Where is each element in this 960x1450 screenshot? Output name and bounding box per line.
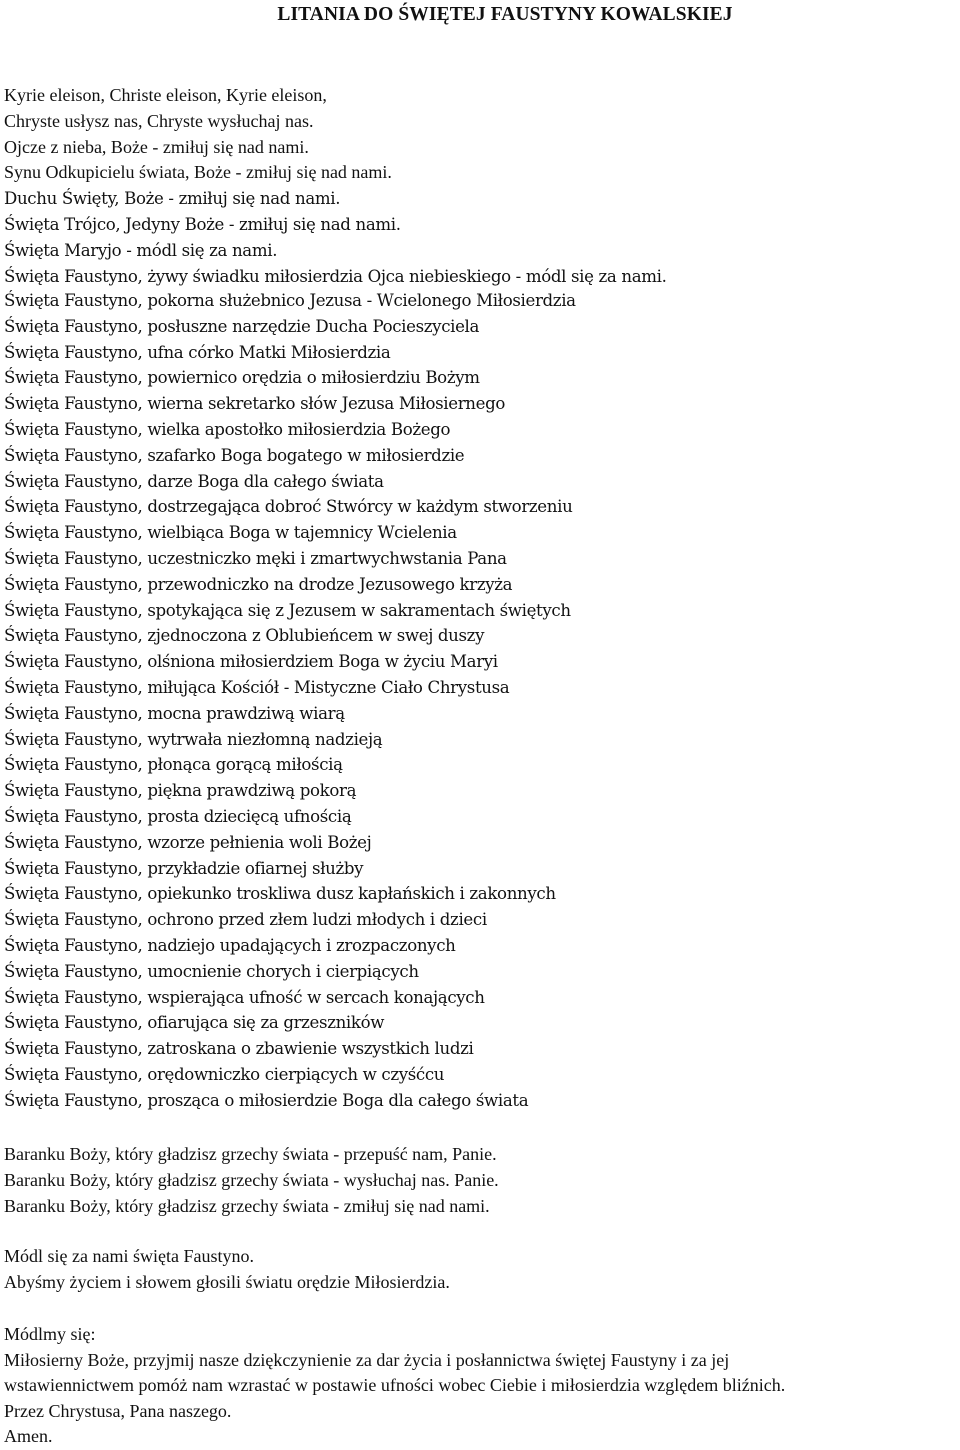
litany-line: Święta Faustyno, ochrono przed złem ludzi młodych i dzieci [4, 910, 487, 930]
litany-line: Święta Faustyno, wierna sekretarko słów Jezusa Miłosiernego [4, 394, 506, 414]
lamb-line: Baranku Boży, który gładzisz grzechy świata - wysłuchaj nas. Panie. [4, 1169, 499, 1190]
prayer-amen: Amen. [4, 1426, 53, 1447]
lamb-line: Baranku Boży, który gładzisz grzechy świata - zmiłuj się nad nami. [4, 1195, 490, 1216]
invocation-line: Synu Odkupicielu świata, Boże - zmiłuj się nad nami. [4, 162, 392, 183]
prayer-line: Miłosierny Boże, przyjmij nasze dziękczynienie za dar życia i posłannictwa świętej Faustyny i za jej [4, 1349, 730, 1370]
litany-line: Święta Faustyno, wielka apostołko miłosierdzia Bożego [4, 419, 451, 439]
litany-line: Święta Faustyno, spotykająca się z Jezusem w sakramentach świętych [4, 600, 571, 620]
prayer-line: wstawiennictwem pomóż nam wzrastać w postawie ufności wobec Ciebie i miłosierdzia względem bliźnich. [4, 1375, 786, 1396]
versicle-line: Módl się za nami święta Faustyno. [4, 1246, 254, 1266]
litany-line: Święta Faustyno, prosząca o miłosierdzie Boga dla całego świata [4, 1090, 529, 1110]
litany-line: Święta Faustyno, powiernico orędzia o miłosierdziu Bożym [4, 368, 480, 388]
litany-line: Święta Faustyno, płonąca gorącą miłością [4, 755, 343, 775]
litany-line: Święta Faustyno, pokorna służebnico Jezusa - Wcielonego Miłosierdzia [4, 291, 576, 310]
prayer-heading: Módlmy się: [4, 1324, 96, 1344]
litany-line: Święta Faustyno, szafarko Boga bogatego w miłosierdzie [4, 445, 465, 465]
litany-line: Święta Faustyno, miłująca Kościół - Mistyczne Ciało Chrystusa [4, 677, 510, 697]
versicle-section [4, 1244, 450, 1296]
invocation-line: Święta Maryjo - módl się za nami. [4, 240, 278, 260]
prayer-line: Przez Chrystusa, Pana naszego. [4, 1400, 232, 1421]
invocation-line: Święta Trójco, Jedyny Boże - zmiłuj się nad nami. [4, 214, 401, 234]
document-title: LITANIA DO ŚWIĘTEJ FAUSTYNY KOWALSKIEJ [277, 4, 733, 25]
litany-line: Święta Faustyno, piękna prawdziwą pokorą [4, 781, 357, 801]
litany-line: Święta Faustyno, umocnienie chorych i cierpiących [4, 961, 419, 981]
litany-line: Święta Faustyno, wytrwała niezłomną nadzieją [4, 729, 383, 749]
invocation-line: Święta Faustyno, żywy świadku miłosierdzia Ojca niebieskiego - módl się za nami. [4, 266, 667, 286]
lamb-of-god-section [4, 1142, 499, 1219]
litany-line: Święta Faustyno, zjednoczona z Oblubieńcem w swej duszy [4, 626, 485, 646]
litany-invocations [4, 288, 576, 1114]
litany-line: Święta Faustyno, dostrzegająca dobroć Stwórcy w każdym stworzeniu [4, 497, 573, 517]
litany-line: Święta Faustyno, wzorze pełnienia woli Bożej [4, 832, 372, 852]
litany-line: Święta Faustyno, przykładzie ofiarnej służby [4, 858, 364, 878]
litany-line: Święta Faustyno, nadziejo upadających i zrozpaczonych [4, 935, 456, 955]
litany-line: Święta Faustyno, zatroskana o zbawienie wszystkich ludzi [4, 1039, 474, 1059]
litany-line: Święta Faustyno, przewodniczko na drodze Jezusowego krzyża [4, 574, 513, 594]
litany-line: Święta Faustyno, wspierająca ufność w sercach konających [4, 987, 485, 1007]
lamb-line: Baranku Boży, który gładzisz grzechy świata - przepuść nam, Panie. [4, 1144, 497, 1164]
invocation-line: Chryste usłysz nas, Chryste wysłuchaj nas. [4, 110, 314, 131]
invocation-line: Ojcze z nieba, Boże - zmiłuj się nad nami. [4, 136, 309, 157]
litany-line: Święta Faustyno, orędowniczko cierpiących w czyśćcu [4, 1064, 445, 1084]
versicle-line: Abyśmy życiem i słowem głosili światu orędzie Miłosierdzia. [4, 1271, 450, 1292]
litany-line: Święta Faustyno, darze Boga dla całego świata [4, 471, 384, 491]
litany-line: Święta Faustyno, ofiarująca się za grzeszników [4, 1013, 385, 1033]
litany-line: Święta Faustyno, olśniona miłosierdziem Boga w życiu Maryi [4, 652, 498, 672]
litany-line: Święta Faustyno, wielbiąca Boga w tajemnicy Wcielenia [4, 523, 457, 543]
litany-line: Święta Faustyno, prosta dziecięcą ufnością [4, 806, 352, 826]
litany-line: Święta Faustyno, opiekunko troskliwa dusz kapłańskich i zakonnych [4, 884, 556, 904]
litany-line: Święta Faustyno, uczestniczko męki i zmartwychwstania Pana [4, 548, 507, 568]
litany-line: Święta Faustyno, posłuszne narzędzie Ducha Pocieszyciela [4, 316, 480, 336]
invocation-line: Kyrie eleison, Christe eleison, Kyrie eleison, [4, 85, 327, 105]
litany-opening [4, 83, 667, 289]
invocation-line: Duchu Święty, Boże - zmiłuj się nad nami. [4, 189, 341, 209]
closing-prayer [4, 1322, 785, 1450]
litany-line: Święta Faustyno, mocna prawdziwą wiarą [4, 703, 345, 723]
litany-line: Święta Faustyno, ufna córko Matki Miłosierdzia [4, 342, 391, 362]
